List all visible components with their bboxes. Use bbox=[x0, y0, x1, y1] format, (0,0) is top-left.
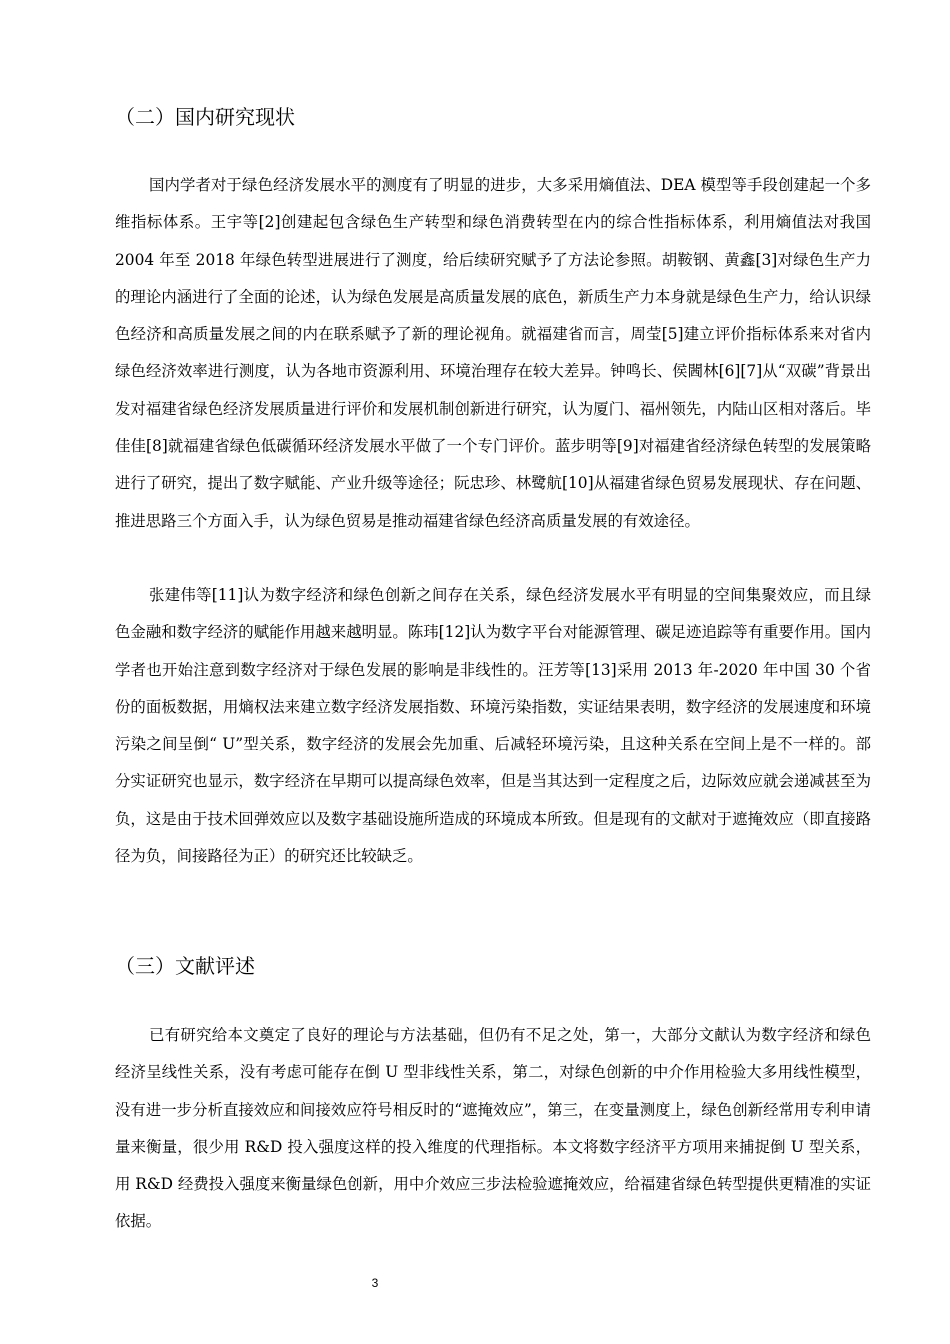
page-number: 3 bbox=[371, 1276, 379, 1290]
paragraph-digital-economy-nonlinear: 张建伟等[11]认为数字经济和绿色创新之间存在关系，绿色经济发展水平有明显的空间集聚效应，而且绿色金融和数字经济的赋能作用越来越明显。陈玮[12]认为数字平台对能源管理、碳足迹追踪等有重要作用。国内学者也开始注意到数字经济对于绿色发展的影响是非线性的。汪芳等[13]采用 2013 年-2020 年中国 30 个省份的面板数据，用熵权法来建立数字经济发展指数、环境污染指数，实证结果表明，数字经济的发展速度和环境污染之间呈倒“ U”型关系，数字经济的发展会先加重、后减轻环境污染，且这种关系在空间上是不一样的。部分实证研究也显示，数字经济在早期可以提高绿色效率，但是当其达到一定程度之后，边际效应就会递减甚至为负，这是由于技术回弹效应以及数字基础设施所造成的环境成本所致。但是现有的文献对于遮掩效应（即直接路径为负，间接路径为正）的研究还比较缺乏。 bbox=[115, 586, 871, 866]
paragraph-literature-review: 已有研究给本文奠定了良好的理论与方法基础，但仍有不足之处，第一，大部分文献认为数字经济和绿色经济呈线性关系，没有考虑可能存在倒 U 型非线性关系，第二，对绿色创新的中介作用检验大多用线性模型，没有进一步分析直接效应和间接效应符号相反时的“遮掩效应”，第三，在变量测度上，绿色创新经常用专利申请量来衡量，很少用 R&D 投入强度这样的投入维度的代理指标。本文将数字经济平方项用来捕捉倒 U 型关系，用 R&D 经费投入强度来衡量绿色创新，用中介效应三步法检验遮掩效应，给福建省绿色转型提供更精准的实证依据。 bbox=[115, 1026, 871, 1231]
section-heading-domestic-research: （二）国内研究现状 bbox=[115, 105, 295, 129]
section-heading-literature-review: （三）文献评述 bbox=[115, 954, 255, 978]
paragraph-domestic-measurement: 国内学者对于绿色经济发展水平的测度有了明显的进步，大多采用熵值法、DEA 模型等手段创建起一个多维指标体系。王宇等[2]创建起包含绿色生产转型和绿色消费转型在内的综合性指标体系，利用熵值法对我国 2004 年至 2018 年绿色转型进展进行了测度，给后续研究赋予了方法论参照。胡鞍钢、黄鑫[3]对绿色生产力的理论内涵进行了全面的论述，认为绿色发展是高质量发展的底色，新质生产力本身就是绿色生产力，给认识绿色经济和高质量发展之间的内在联系赋予了新的理论视角。就福建省而言，周莹[5]建立评价指标体系来对省内绿色经济效率进行测度，认为各地市资源利用、环境治理存在较大差异。钟鸣长、侯閪林[6][7]从“双碳”背景出发对福建省绿色经济发展质量进行评价和发展机制创新进行研究，认为厦门、福州领先，内陆山区相对落后。毕佳佳[8]就福建省绿色低碳循环经济发展水平做了一个专门评价。蓝步明等[9]对福建省经济绿色转型的发展策略进行了研究，提出了数字赋能、产业升级等途径；阮忠珍、林鹭航[10]从福建省绿色贸易发展现状、存在问题、推进思路三个方面入手，认为绿色贸易是推动福建省绿色经济高质量发展的有效途径。 bbox=[115, 176, 871, 530]
